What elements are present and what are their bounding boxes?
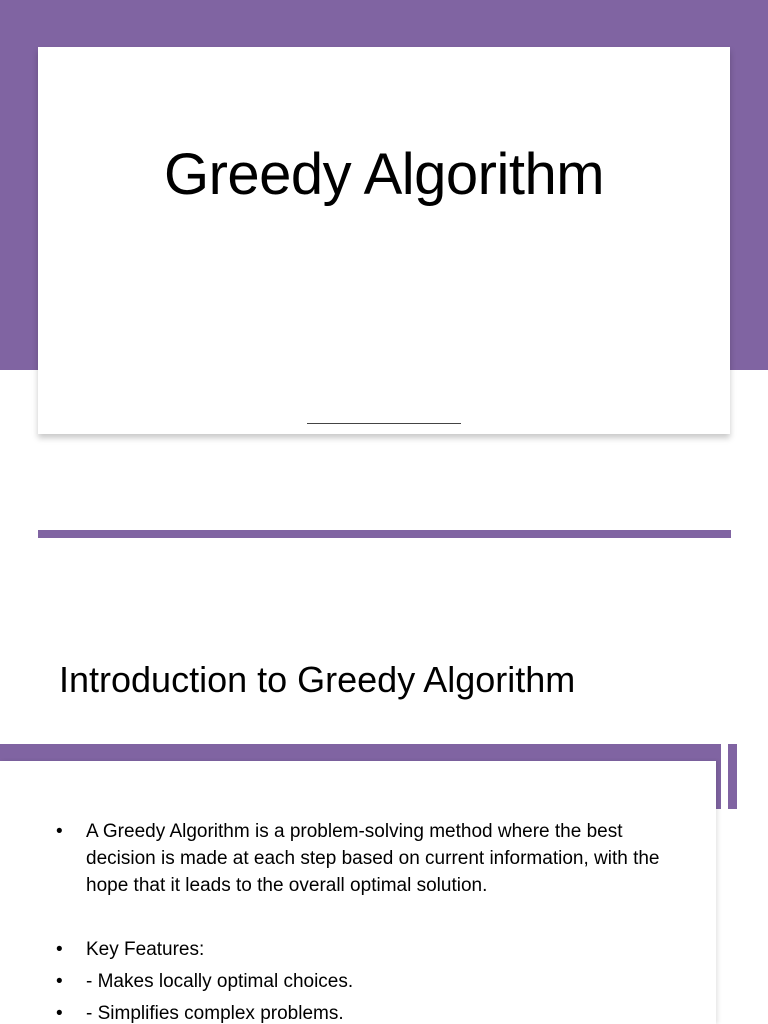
subtitle-placeholder-line: [307, 423, 461, 424]
title-slide-title: Greedy Algorithm: [163, 142, 605, 207]
bullet-icon: •: [56, 1003, 63, 1024]
content-slide-accent-stripe-outer: [728, 744, 737, 809]
bullet-item: [56, 818, 696, 899]
bullet-icon: •: [56, 939, 63, 960]
bullet-text: - Simplifies complex problems.: [86, 1003, 344, 1024]
content-slide-accent-stripe: [716, 761, 721, 809]
bullet-icon: •: [56, 971, 63, 992]
slide-separator-bar: [38, 530, 731, 538]
content-slide-accent-bar: [0, 744, 721, 761]
bullet-icon: •: [56, 821, 63, 842]
bullet-item: [56, 1000, 696, 1024]
bullet-item: [56, 968, 696, 995]
bullet-text: Key Features:: [86, 939, 205, 960]
content-slide-title: Introduction to Greedy Algorithm: [59, 659, 576, 700]
bullet-item: [56, 936, 696, 963]
content-slide-bullet-list: [56, 818, 696, 1024]
bullet-text: - Makes locally optimal choices.: [86, 971, 354, 992]
title-slide-card: [38, 47, 730, 434]
bullet-text: A Greedy Algorithm is a problem-solving method where the best decision is made at each step based on current information, with the hope that it leads to the overall optimal solution.: [86, 821, 660, 896]
